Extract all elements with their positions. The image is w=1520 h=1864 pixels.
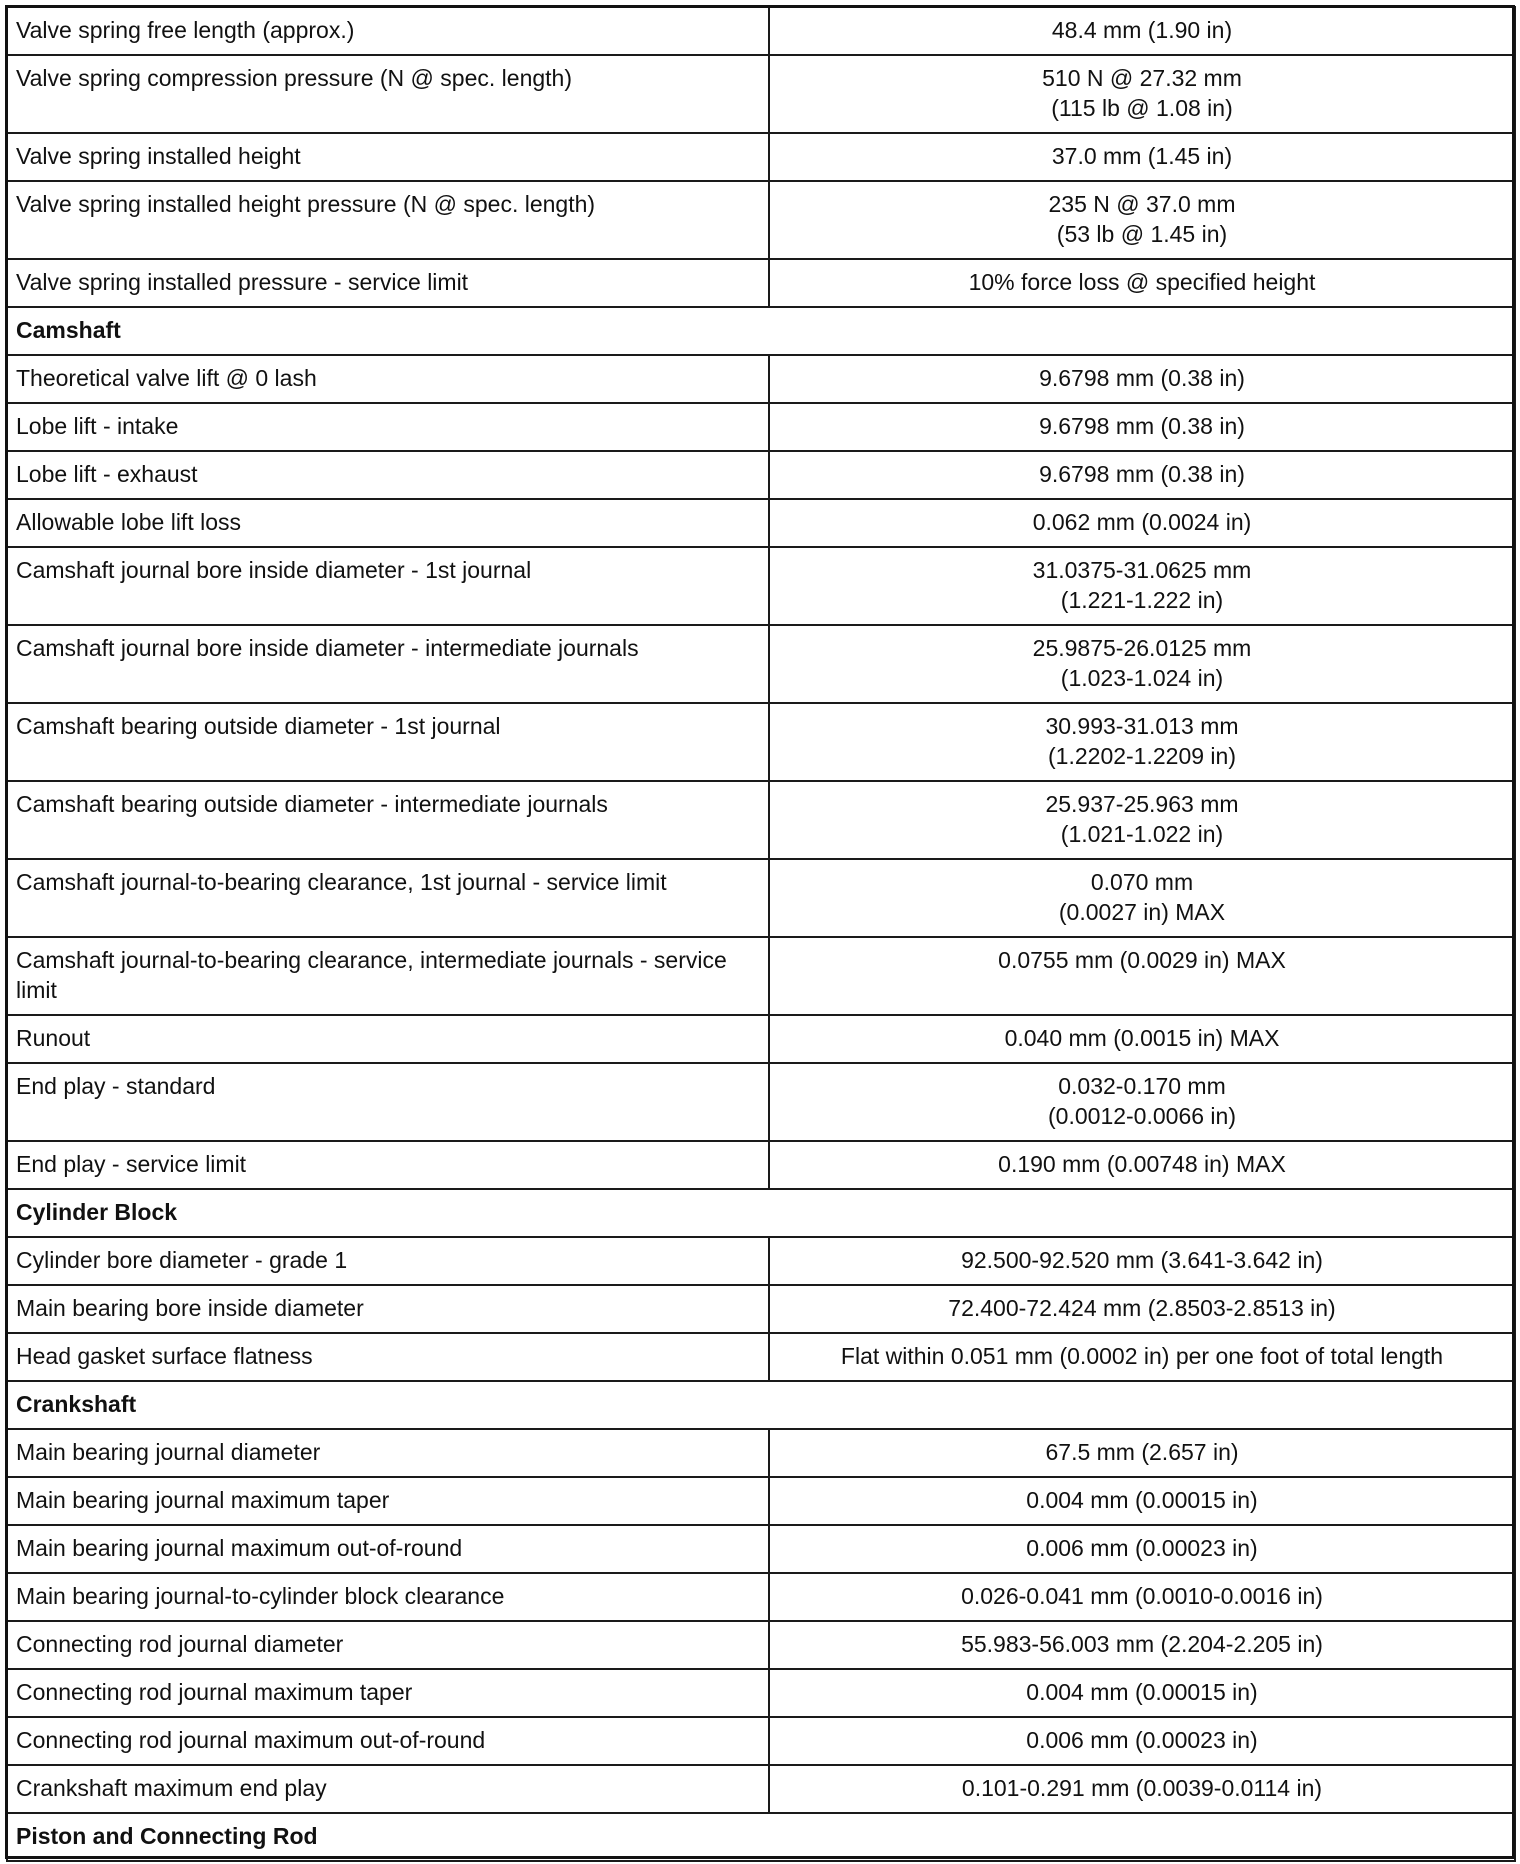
spec-value-line: 10% force loss @ specified height bbox=[968, 269, 1316, 295]
table-row bbox=[7, 499, 1515, 547]
spec-label: Main bearing journal maximum out-of-round bbox=[7, 1525, 769, 1573]
spec-value-line: 92.500-92.520 mm (3.641-3.642 in) bbox=[961, 1247, 1323, 1273]
spec-value-line: 0.0755 mm (0.0029 in) MAX bbox=[998, 947, 1286, 973]
spec-value-line: Flat within 0.051 mm (0.0002 in) per one foot of total length bbox=[840, 1343, 1444, 1369]
spec-value bbox=[769, 451, 1515, 499]
spec-value bbox=[769, 1429, 1515, 1477]
spec-value bbox=[769, 1621, 1515, 1669]
spec-value-line: 0.032-0.170 mm bbox=[1058, 1073, 1226, 1099]
spec-value-line: (1.221-1.222 in) bbox=[1060, 587, 1224, 613]
spec-value bbox=[769, 499, 1515, 547]
specification-table-body bbox=[7, 7, 1515, 1861]
table-row bbox=[7, 1285, 1515, 1333]
spec-label: Valve spring installed pressure - service limit bbox=[7, 259, 769, 307]
spec-value bbox=[769, 1573, 1515, 1621]
section-title: Piston and Connecting Rod bbox=[7, 1813, 1515, 1861]
spec-label: Valve spring installed height bbox=[7, 133, 769, 181]
table-row bbox=[7, 7, 1515, 55]
table-row bbox=[7, 1477, 1515, 1525]
spec-value bbox=[769, 1525, 1515, 1573]
spec-value bbox=[769, 1717, 1515, 1765]
spec-value-line: 37.0 mm (1.45 in) bbox=[1051, 143, 1233, 169]
spec-label: Main bearing journal-to-cylinder block clearance bbox=[7, 1573, 769, 1621]
table-row bbox=[7, 1333, 1515, 1381]
spec-label: Valve spring free length (approx.) bbox=[7, 7, 769, 55]
spec-value bbox=[769, 859, 1515, 937]
section-header-row bbox=[7, 1189, 1515, 1237]
table-row bbox=[7, 859, 1515, 937]
table-row bbox=[7, 703, 1515, 781]
table-row bbox=[7, 133, 1515, 181]
spec-label: Main bearing bore inside diameter bbox=[7, 1285, 769, 1333]
spec-label: Camshaft bearing outside diameter - 1st journal bbox=[7, 703, 769, 781]
table-row bbox=[7, 781, 1515, 859]
spec-value-line: 510 N @ 27.32 mm bbox=[1042, 65, 1242, 91]
table-row bbox=[7, 1621, 1515, 1669]
spec-value bbox=[769, 1477, 1515, 1525]
table-row bbox=[7, 355, 1515, 403]
spec-label: Cylinder bore diameter - grade 1 bbox=[7, 1237, 769, 1285]
spec-value bbox=[769, 547, 1515, 625]
spec-value bbox=[769, 1237, 1515, 1285]
spec-value-line: 0.006 mm (0.00023 in) bbox=[1026, 1535, 1258, 1561]
table-row bbox=[7, 1141, 1515, 1189]
table-row bbox=[7, 1063, 1515, 1141]
spec-label: Theoretical valve lift @ 0 lash bbox=[7, 355, 769, 403]
section-header-row bbox=[7, 307, 1515, 355]
spec-value-line: (0.0012-0.0066 in) bbox=[1048, 1103, 1236, 1129]
section-title: Cylinder Block bbox=[7, 1189, 1515, 1237]
spec-value bbox=[769, 1015, 1515, 1063]
table-row bbox=[7, 1237, 1515, 1285]
table-row bbox=[7, 1669, 1515, 1717]
table-row bbox=[7, 1429, 1515, 1477]
spec-value bbox=[769, 1333, 1515, 1381]
spec-value bbox=[769, 703, 1515, 781]
section-header-row bbox=[7, 1381, 1515, 1429]
spec-label: Camshaft journal-to-bearing clearance, 1st journal - service limit bbox=[7, 859, 769, 937]
spec-value-line: 25.9875-26.0125 mm bbox=[1032, 635, 1252, 661]
table-row bbox=[7, 547, 1515, 625]
table-row bbox=[7, 259, 1515, 307]
spec-label: Camshaft journal-to-bearing clearance, intermediate journals - service limit bbox=[7, 937, 769, 1015]
spec-value bbox=[769, 403, 1515, 451]
spec-label: Valve spring installed height pressure (N @ spec. length) bbox=[7, 181, 769, 259]
spec-value-line: (53 lb @ 1.45 in) bbox=[1056, 221, 1228, 247]
spec-value-line: 67.5 mm (2.657 in) bbox=[1045, 1439, 1239, 1465]
spec-value bbox=[769, 781, 1515, 859]
spec-value bbox=[769, 1285, 1515, 1333]
spec-value-line: (115 lb @ 1.08 in) bbox=[1051, 95, 1233, 121]
spec-value-line: 0.062 mm (0.0024 in) bbox=[1032, 509, 1252, 535]
spec-value-line: 0.004 mm (0.00015 in) bbox=[1026, 1487, 1258, 1513]
table-row bbox=[7, 1765, 1515, 1813]
spec-value-line: 0.006 mm (0.00023 in) bbox=[1026, 1727, 1258, 1753]
spec-value-line: 9.6798 mm (0.38 in) bbox=[1039, 461, 1245, 487]
spec-label: Camshaft bearing outside diameter - intermediate journals bbox=[7, 781, 769, 859]
spec-value bbox=[769, 1669, 1515, 1717]
spec-value bbox=[769, 355, 1515, 403]
section-header-row bbox=[7, 1813, 1515, 1861]
spec-value-line: 0.070 mm bbox=[1090, 869, 1194, 895]
spec-value bbox=[769, 1063, 1515, 1141]
spec-label: Connecting rod journal diameter bbox=[7, 1621, 769, 1669]
spec-value bbox=[769, 181, 1515, 259]
spec-label: Connecting rod journal maximum taper bbox=[7, 1669, 769, 1717]
spec-value-line: (0.0027 in) MAX bbox=[1058, 899, 1226, 925]
table-row bbox=[7, 1573, 1515, 1621]
spec-value-line: 31.0375-31.0625 mm bbox=[1032, 557, 1252, 583]
spec-label: Head gasket surface flatness bbox=[7, 1333, 769, 1381]
spec-value bbox=[769, 625, 1515, 703]
spec-label: Lobe lift - intake bbox=[7, 403, 769, 451]
spec-value-line: 235 N @ 37.0 mm bbox=[1048, 191, 1236, 217]
spec-value-line: 9.6798 mm (0.38 in) bbox=[1039, 365, 1245, 391]
spec-value bbox=[769, 1765, 1515, 1813]
table-row bbox=[7, 625, 1515, 703]
spec-label: Allowable lobe lift loss bbox=[7, 499, 769, 547]
spec-label: Main bearing journal diameter bbox=[7, 1429, 769, 1477]
spec-value-line: 0.040 mm (0.0015 in) MAX bbox=[1004, 1025, 1280, 1051]
spec-value-line: 55.983-56.003 mm (2.204-2.205 in) bbox=[961, 1631, 1323, 1657]
spec-label: Runout bbox=[7, 1015, 769, 1063]
spec-value-line: 48.4 mm (1.90 in) bbox=[1051, 17, 1233, 43]
spec-value bbox=[769, 259, 1515, 307]
section-title: Crankshaft bbox=[7, 1381, 1515, 1429]
table-row bbox=[7, 451, 1515, 499]
table-row bbox=[7, 403, 1515, 451]
spec-label: End play - standard bbox=[7, 1063, 769, 1141]
table-row bbox=[7, 1525, 1515, 1573]
spec-label: Connecting rod journal maximum out-of-round bbox=[7, 1717, 769, 1765]
table-row bbox=[7, 1015, 1515, 1063]
specification-table bbox=[6, 6, 1516, 1862]
spec-value bbox=[769, 133, 1515, 181]
spec-label: Main bearing journal maximum taper bbox=[7, 1477, 769, 1525]
table-row bbox=[7, 937, 1515, 1015]
spec-label: Camshaft journal bore inside diameter - intermediate journals bbox=[7, 625, 769, 703]
spec-value-line: (1.2202-1.2209 in) bbox=[1048, 743, 1236, 769]
spec-value-line: 72.400-72.424 mm (2.8503-2.8513 in) bbox=[948, 1295, 1336, 1321]
spec-value-line: 9.6798 mm (0.38 in) bbox=[1039, 413, 1245, 439]
spec-value bbox=[769, 1141, 1515, 1189]
spec-label: End play - service limit bbox=[7, 1141, 769, 1189]
spec-value-line: 25.937-25.963 mm bbox=[1045, 791, 1239, 817]
spec-label: Lobe lift - exhaust bbox=[7, 451, 769, 499]
spec-value-line: 0.004 mm (0.00015 in) bbox=[1026, 1679, 1258, 1705]
spec-value-line: 0.026-0.041 mm (0.0010-0.0016 in) bbox=[961, 1583, 1323, 1609]
spec-value-line: 0.190 mm (0.00748 in) MAX bbox=[998, 1151, 1286, 1177]
spec-value bbox=[769, 7, 1515, 55]
spec-value-line: (1.021-1.022 in) bbox=[1060, 821, 1224, 847]
spec-value-line: 0.101-0.291 mm (0.0039-0.0114 in) bbox=[961, 1775, 1323, 1801]
spec-value-line: (1.023-1.024 in) bbox=[1060, 665, 1224, 691]
spec-value-line: 30.993-31.013 mm bbox=[1045, 713, 1239, 739]
table-row bbox=[7, 181, 1515, 259]
table-row bbox=[7, 55, 1515, 133]
spec-value bbox=[769, 55, 1515, 133]
table-row bbox=[7, 1717, 1515, 1765]
section-title: Camshaft bbox=[7, 307, 1515, 355]
spec-label: Valve spring compression pressure (N @ spec. length) bbox=[7, 55, 769, 133]
spec-label: Camshaft journal bore inside diameter - 1st journal bbox=[7, 547, 769, 625]
spec-value bbox=[769, 937, 1515, 1015]
spec-label: Crankshaft maximum end play bbox=[7, 1765, 769, 1813]
